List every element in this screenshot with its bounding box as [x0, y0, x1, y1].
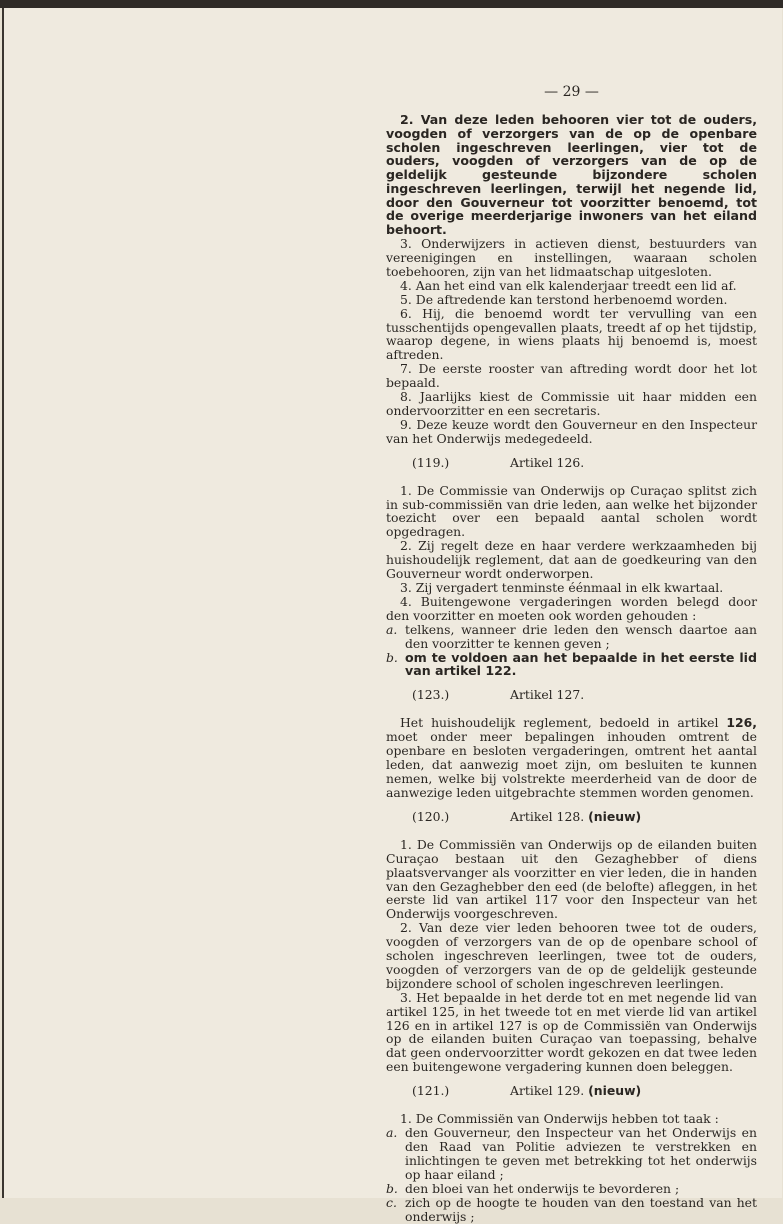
list-text: den Gouverneur, den Inspecteur van het Onderwijs en den Raad van Politie adviezen te verstrekken en inlichtingen te geven met betrekking tot het onderwijs op haar eiland ; [405, 1125, 757, 1182]
a127-text-post: moet onder meer bepalingen inhouden omtrent de openbare en besloten vergaderingen, omtrent het aantal leden, dat aanwezig moet zijn, om besluiten te kunnen nemen, welke bij volstrekte meerderheid van de door de aanwezige leden uitgebrachte stemmen worden genomen. [386, 729, 757, 800]
a128-paragraph-1: 1. De Commissiën van Onderwijs op de eilanden buiten Curaçao bestaan uit den Gezaghebber of diens plaatsvervanger als voorzitter en vier leden, die in handen van den Gezaghebber den eed (de belofte) afleggen, in het eerste lid van artikel 117 voor den Inspecteur van het Onderwijs voorgeschreven. [386, 836, 757, 922]
paragraph-6: 6. Hij, die benoemd wordt ter vervulling van een tusschentijds opengevallen plaats, treedt af op het tijdstip, waarop degene, in wiens plaats hij benoemd is, moest aftreden. [386, 305, 757, 363]
a127-paragraph [386, 716, 757, 799]
list-text: zich op de hoogte te houden van den toestand van het onderwijs ; [405, 1194, 757, 1224]
a128-paragraph-3: 3. Het bepaalde in het derde tot en met negende lid van artikel 125, in het tweede tot en met vierde lid van artikel 126 en in artikel 127 is op de Commissiën van Onderwijs op de eilanden buiten Curaçao van toepassing, behalve dat geen ondervoorzitter wordt gekozen en dat twee leden een buitengewone vergadering kunnen doen beleggen. [386, 989, 757, 1075]
paragraph-4: 4. Aan het eind van elk kalenderjaar treedt een lid af. [400, 277, 737, 293]
new-tag: (nieuw) [588, 808, 642, 824]
article-ref: (121.) [412, 1083, 450, 1099]
list-letter: b. [386, 1180, 398, 1196]
a126-paragraph-2: 2. Zij regelt deze en haar verdere werkzaamheden bij huishoudelijk reglement, dat aan de goedkeuring van den Gouverneur wordt onderworpen. [386, 538, 757, 582]
article-129-heading [386, 1084, 757, 1100]
new-tag: (nieuw) [588, 1083, 642, 1099]
article-ref: (120.) [412, 808, 450, 824]
list-text-bold: om te voldoen aan het bepaalde in het eerste lid van artikel 122. [405, 649, 757, 679]
article-ref: (119.) [412, 454, 450, 470]
a127-text-pre: Het huishoudelijk reglement, bedoeld in artikel [400, 715, 727, 731]
list-letter: c. [386, 1194, 397, 1210]
article-title: Artikel 126. [510, 454, 585, 470]
paragraph-bold-2: 2. Van deze leden behooren vier tot de ouders, voogden of verzorgers van de op de openbare scholen ingeschreven leerlingen, vier tot de ouders, voogden of verzorgers van de op de geldelijk gesteunde bijzondere scholen ingeschreven leerlingen, terwijl het negende lid, door den Gouverneur tot voorzitter benoemd, tot de overige meerderjarige inwoners van het eiland behoort. [386, 111, 757, 238]
list-letter: a. [386, 1125, 398, 1141]
article-128-heading [386, 810, 757, 826]
paragraph-8: 8. Jaarlijks kiest de Commissie uit haar midden een ondervoorzitter en een secretaris. [386, 389, 757, 418]
list-item [386, 1182, 757, 1196]
article-title: Artikel 128. (nieuw) [510, 808, 642, 824]
list-text: telkens, wanneer drie leden den wensch daartoe aan den voorzitter te kennen geven ; [405, 621, 757, 651]
paragraph-3: 3. Onderwijzers in actieven dienst, bestuurders van vereenigingen en instellingen, waaraan scholen toebehooren, zijn van het lidmaatschap uitgesloten. [386, 236, 757, 279]
list-item [386, 651, 757, 679]
article-127-heading [386, 688, 757, 704]
paragraph-9: 9. Deze keuze wordt den Gouverneur en den Inspecteur van het Onderwijs medegedeeld. [386, 416, 757, 446]
list-item [386, 1126, 757, 1182]
a126-paragraph-4: 4. Buitengewone vergaderingen worden belegd door den voorzitter en moeten ook worden gehouden : [386, 593, 757, 623]
paragraph-5: 5. De aftredende kan terstond herbenoemd worden. [400, 291, 728, 307]
list-letter: b. [386, 649, 398, 665]
a128-paragraph-2: 2. Van deze vier leden behooren twee tot de ouders, voogden of verzorgers van de op de openbare school of scholen ingeschreven leerlingen, twee tot de ouders, voogden of verzorgers van de op de geldelijk gesteunde bijzondere school of scholen ingeschreven leerlingen. [386, 920, 757, 991]
a126-paragraph-1: 1. De Commissie van Onderwijs op Curaçao splitst zich in sub-commissiën van drie leden, aan welke het bijzonder toezicht over een bepaald aantal scholen wordt opgedragen. [386, 482, 757, 540]
scan-top-edge [0, 0, 783, 8]
article-title: Artikel 127. [510, 687, 585, 703]
text-column [386, 86, 757, 1223]
article-ref: (123.) [412, 687, 450, 703]
article-title: Artikel 129. (nieuw) [510, 1083, 642, 1099]
page-number: — 29 — [544, 84, 599, 100]
list-letter: a. [386, 621, 398, 637]
list-item [386, 623, 757, 651]
list-text: den bloei van het onderwijs te bevorderen ; [405, 1180, 680, 1196]
a129-paragraph-1: 1. De Commissiën van Onderwijs hebben tot taak : [400, 1111, 719, 1127]
article-126-heading [386, 456, 757, 472]
paragraph-7: 7. De eerste rooster van aftreding wordt door het lot bepaald. [386, 361, 757, 391]
a127-article-number: 126, [726, 715, 757, 731]
a126-paragraph-3: 3. Zij vergadert tenminste éénmaal in elk kwartaal. [400, 580, 724, 596]
